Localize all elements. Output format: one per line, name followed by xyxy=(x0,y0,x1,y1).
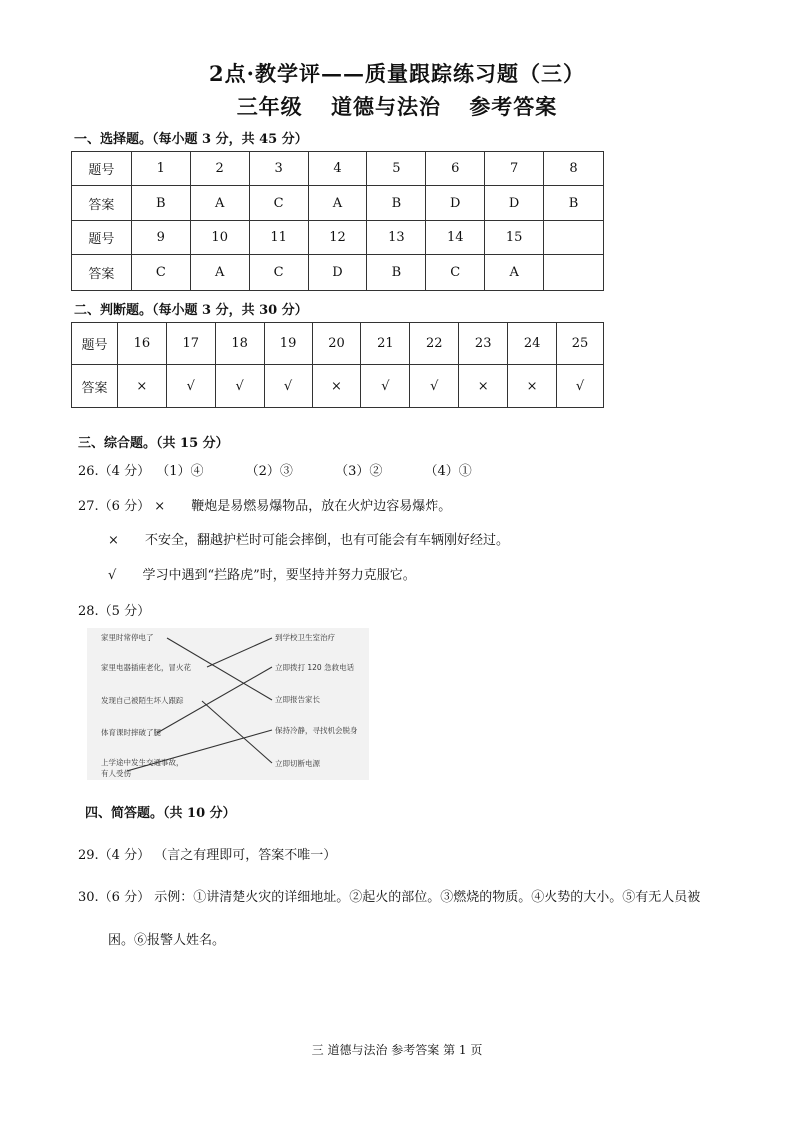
table-cell: C xyxy=(131,255,190,291)
table-cell: 24 xyxy=(508,323,557,365)
question-27 xyxy=(78,495,451,514)
answer-text: 不安全，翻越护栏时可能会摔倒，也有可能会有车辆刚好经过。 xyxy=(145,533,510,548)
table-cell: 9 xyxy=(131,221,190,255)
table-cell: 答案 xyxy=(72,255,132,291)
choice-answer-table xyxy=(71,151,604,291)
table-row xyxy=(72,221,604,255)
match-left-item: 上学途中发生交通事故，有人受伤 xyxy=(101,758,184,778)
question-number: 29.（4 分） xyxy=(78,848,151,863)
answer-text: 鞭炮是易燃易爆物品，放在火炉边容易爆炸。 xyxy=(191,499,452,514)
answer-1: （1）④ xyxy=(156,464,204,479)
table-cell: 17 xyxy=(166,323,215,365)
table-cell: 12 xyxy=(308,221,367,255)
section-1-heading: 一、选择题。（每小题 3 分，共 45 分） xyxy=(74,132,308,147)
table-cell: 题号 xyxy=(72,221,132,255)
table-cell: B xyxy=(367,186,426,221)
question-number: 27.（6 分） xyxy=(78,499,151,514)
table-cell: × xyxy=(459,365,508,408)
answer-text: 示例：①讲清楚火灾的详细地址。②起火的部位。③燃烧的物质。④火势的大小。⑤有无人员被 xyxy=(154,890,701,905)
match-left-item: 体育课时摔破了腿 xyxy=(101,728,161,737)
table-row xyxy=(72,255,604,291)
match-left-item: 发现自己被陌生坏人跟踪 xyxy=(101,696,184,705)
question-30-continued: 困。⑥报警人姓名。 xyxy=(108,933,226,948)
table-cell: 2 xyxy=(190,152,249,186)
table-row xyxy=(72,365,604,408)
document-subtitle xyxy=(0,91,794,121)
table-cell: D xyxy=(308,255,367,291)
table-cell: B xyxy=(367,255,426,291)
answer-mark: × xyxy=(154,499,166,514)
question-30 xyxy=(78,886,700,905)
table-cell: 题号 xyxy=(72,152,132,186)
table-cell: 5 xyxy=(367,152,426,186)
table-cell: 23 xyxy=(459,323,508,365)
answer-2: （2）③ xyxy=(245,464,293,479)
table-cell: 15 xyxy=(485,221,544,255)
table-cell: √ xyxy=(410,365,459,408)
table-cell: 20 xyxy=(312,323,361,365)
matching-answer-image xyxy=(87,628,369,780)
question-29 xyxy=(78,844,336,863)
match-right-item: 保持冷静，寻找机会脱身 xyxy=(275,726,358,735)
match-left-item: 家里电器插座老化，冒火花 xyxy=(101,663,191,672)
table-cell: 3 xyxy=(249,152,308,186)
subtitle-label: 参考答案 xyxy=(469,94,558,119)
answer-3: （3）② xyxy=(335,464,383,479)
answer-text: 学习中遇到“拦路虎”时，要坚持并努力克服它。 xyxy=(142,568,416,583)
table-cell: √ xyxy=(264,365,312,408)
match-left-item: 家里时常停电了 xyxy=(101,633,154,642)
match-right-item: 立即拨打 120 急救电话 xyxy=(275,663,355,672)
table-cell: 11 xyxy=(249,221,308,255)
table-cell: √ xyxy=(166,365,215,408)
section-4-heading: 四、简答题。（共 10 分） xyxy=(85,806,236,821)
answer-4: （4）① xyxy=(424,464,472,479)
table-cell: 22 xyxy=(410,323,459,365)
match-right-item: 立即报告家长 xyxy=(275,695,320,704)
table-cell: D xyxy=(426,186,485,221)
table-cell: 14 xyxy=(426,221,485,255)
table-cell: 4 xyxy=(308,152,367,186)
judge-answer-table xyxy=(71,322,604,408)
table-cell: 10 xyxy=(190,221,249,255)
table-cell: 6 xyxy=(426,152,485,186)
table-row xyxy=(72,186,604,221)
answer-text: （言之有理即可，答案不唯一） xyxy=(154,848,337,863)
table-cell: B xyxy=(544,186,604,221)
table-cell: 18 xyxy=(215,323,264,365)
table-cell xyxy=(544,255,604,291)
section-3-heading: 三、综合题。（共 15 分） xyxy=(78,436,229,451)
table-cell: 题号 xyxy=(72,323,118,365)
table-cell: 21 xyxy=(361,323,410,365)
table-cell: A xyxy=(485,255,544,291)
question-number: 30.（6 分） xyxy=(78,890,151,905)
question-27-item xyxy=(108,564,416,583)
table-cell: 25 xyxy=(557,323,604,365)
table-cell: √ xyxy=(361,365,410,408)
table-cell: A xyxy=(190,255,249,291)
table-cell: × xyxy=(508,365,557,408)
answer-mark: × xyxy=(108,533,119,548)
table-cell: A xyxy=(190,186,249,221)
table-cell: 16 xyxy=(117,323,166,365)
table-cell: 7 xyxy=(485,152,544,186)
table-cell: × xyxy=(117,365,166,408)
table-cell: × xyxy=(312,365,361,408)
table-cell: A xyxy=(308,186,367,221)
table-cell: 19 xyxy=(264,323,312,365)
table-cell: √ xyxy=(215,365,264,408)
question-26 xyxy=(78,460,472,479)
question-number: 26.（4 分） xyxy=(78,464,151,479)
question-28-number: 28.（5 分） xyxy=(78,604,151,619)
match-right-item: 到学校卫生室治疗 xyxy=(275,633,335,642)
table-cell: 8 xyxy=(544,152,604,186)
table-cell: √ xyxy=(557,365,604,408)
table-cell: 13 xyxy=(367,221,426,255)
table-row xyxy=(72,323,604,365)
subtitle-subject: 道德与法治 xyxy=(331,94,441,119)
table-cell: C xyxy=(426,255,485,291)
table-cell xyxy=(544,221,604,255)
match-right-item: 立即切断电源 xyxy=(275,759,320,768)
question-27-item xyxy=(108,529,509,548)
table-cell: D xyxy=(485,186,544,221)
table-cell: 1 xyxy=(131,152,190,186)
page-footer: 三 道德与法治 参考答案 第 1 页 xyxy=(311,1043,483,1057)
document-title: 2点·教学评——质量跟踪练习题（三） xyxy=(209,61,585,86)
table-cell: C xyxy=(249,186,308,221)
subtitle-grade: 三年级 xyxy=(236,94,303,119)
table-cell: 答案 xyxy=(72,365,118,408)
answer-mark: √ xyxy=(108,568,117,583)
table-cell: B xyxy=(131,186,190,221)
table-cell: 答案 xyxy=(72,186,132,221)
section-2-heading: 二、判断题。（每小题 3 分，共 30 分） xyxy=(74,303,308,318)
table-row xyxy=(72,152,604,186)
table-cell: C xyxy=(249,255,308,291)
